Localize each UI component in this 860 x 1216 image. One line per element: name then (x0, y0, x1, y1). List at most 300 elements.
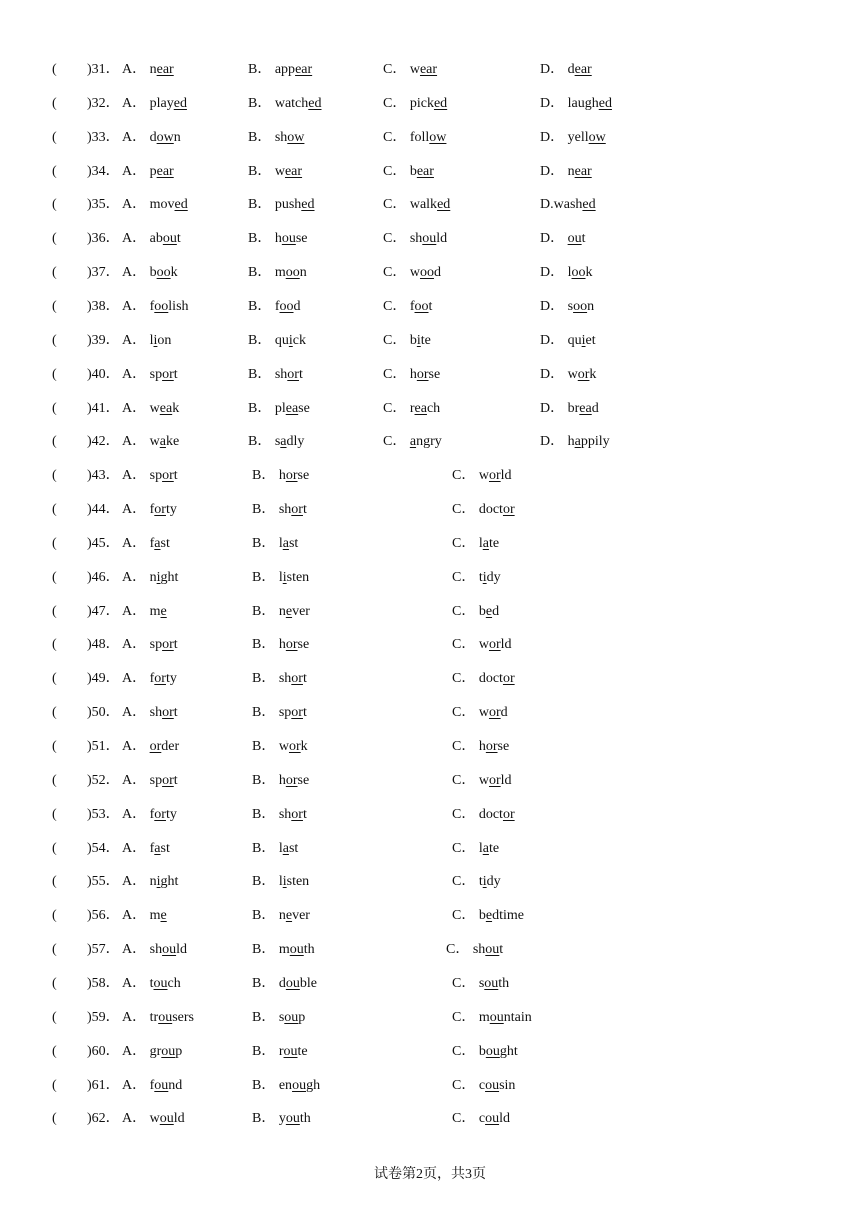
option-word: doctor (478, 671, 515, 686)
answer-bracket[interactable]: ( (52, 807, 57, 822)
question-number: )54． (87, 841, 120, 856)
option-a (122, 670, 177, 688)
underlined-letters: oo (573, 299, 588, 314)
option-c (383, 400, 440, 418)
option-word: appear (274, 62, 313, 77)
option-b (248, 298, 301, 316)
option-word: food (274, 299, 301, 314)
underlined-letters: ear (156, 164, 174, 179)
underlined-letters: or (416, 367, 429, 382)
option-b (252, 907, 310, 925)
option-word: word (478, 705, 508, 720)
underlined-letters: or (488, 468, 501, 483)
underlined-letters: or (285, 637, 298, 652)
answer-bracket[interactable]: ( (52, 197, 57, 212)
option-word: wear (409, 62, 438, 77)
option-label: C． (452, 1010, 479, 1025)
answer-bracket[interactable]: ( (52, 401, 57, 416)
question-row (0, 1110, 860, 1134)
option-label: D． (540, 434, 568, 449)
option-c (383, 61, 437, 79)
question-number: )57． (87, 942, 120, 957)
option-b (252, 1009, 305, 1027)
question-row (0, 129, 860, 153)
question-number: )45． (87, 536, 120, 551)
option-label: B． (252, 1010, 279, 1025)
option-word: never (278, 908, 310, 923)
option-c (383, 332, 431, 350)
option-word: sadly (274, 434, 305, 449)
option-word: about (149, 231, 181, 246)
underlined-letters: or (488, 705, 501, 720)
option-a (122, 873, 178, 891)
underlined-letters: ou (567, 231, 582, 246)
option-c (383, 129, 446, 147)
answer-bracket[interactable]: ( (52, 468, 57, 483)
underlined-letters: ed (433, 96, 448, 111)
option-label: B． (252, 1111, 279, 1126)
option-word: soup (278, 1010, 306, 1025)
question-row (0, 95, 860, 119)
option-c (383, 163, 434, 181)
option-c (452, 704, 508, 722)
answer-bracket[interactable]: ( (52, 942, 57, 957)
answer-bracket[interactable]: ( (52, 299, 57, 314)
option-c (383, 366, 440, 384)
question-row (0, 873, 860, 897)
underlined-letters: ear (295, 62, 313, 77)
underlined-letters: or (162, 773, 174, 788)
underlined-letters: oo (279, 299, 294, 314)
answer-bracket[interactable]: ( (52, 1044, 57, 1059)
option-a (122, 400, 179, 418)
option-b (248, 61, 312, 79)
underlined-letters: e (485, 604, 493, 619)
option-label: A． (122, 671, 150, 686)
option-label: D． (540, 130, 568, 145)
question-number: )59． (87, 1010, 120, 1025)
option-word: route (278, 1044, 308, 1059)
underlined-letters: ou (154, 1078, 169, 1093)
answer-bracket[interactable]: ( (52, 164, 57, 179)
underlined-letters: a (282, 536, 289, 551)
option-word: trousers (149, 1010, 194, 1025)
option-label: C． (452, 773, 479, 788)
option-word: laughed (567, 96, 612, 111)
option-label: A． (122, 333, 150, 348)
option-word: foot (409, 299, 433, 314)
option-word: world (478, 637, 512, 652)
underlined-letters: ou (485, 942, 500, 957)
underlined-letters: ear (574, 164, 592, 179)
underlined-letters: or (287, 367, 299, 382)
option-word: down (149, 130, 181, 145)
option-word: horse (478, 739, 510, 754)
option-label: D． (540, 265, 568, 280)
option-d (540, 61, 592, 79)
option-c (452, 501, 515, 519)
option-b (252, 1077, 320, 1095)
underlined-letters: oo (419, 265, 434, 280)
underlined-letters: ed (437, 197, 451, 212)
option-b (252, 670, 307, 688)
option-word: should (409, 231, 448, 246)
option-label: A． (122, 299, 150, 314)
option-c (452, 636, 512, 654)
option-c (452, 840, 499, 858)
option-label: C． (383, 130, 410, 145)
answer-bracket[interactable]: ( (52, 1010, 57, 1025)
option-word: soon (567, 299, 595, 314)
option-word: washed (553, 197, 596, 212)
option-c (452, 1077, 515, 1095)
option-d (540, 332, 596, 350)
option-a (122, 95, 187, 113)
underlined-letters: ou (485, 1044, 500, 1059)
underlined-letters: or (285, 468, 298, 483)
option-word: double (278, 976, 317, 991)
option-word: last (278, 536, 299, 551)
question-row (0, 772, 860, 796)
option-label: B． (252, 1044, 279, 1059)
option-word: south (478, 976, 510, 991)
question-number: )33． (87, 130, 120, 145)
option-label: C． (383, 333, 410, 348)
underlined-letters: or (149, 739, 162, 754)
answer-bracket[interactable]: ( (52, 705, 57, 720)
underlined-letters: i (153, 333, 158, 348)
underlined-letters: a (282, 841, 289, 856)
underlined-letters: ou (484, 976, 499, 991)
answer-bracket[interactable]: ( (52, 874, 57, 889)
option-b (252, 636, 309, 654)
option-word: fast (149, 536, 170, 551)
option-a (122, 603, 167, 621)
underlined-letters: a (574, 434, 581, 449)
question-number: )38． (87, 299, 120, 314)
answer-bracket[interactable]: ( (52, 1111, 57, 1126)
option-label: A． (122, 1010, 150, 1025)
question-row (0, 636, 860, 660)
option-word: bear (409, 164, 434, 179)
option-word: look (567, 265, 593, 280)
answer-bracket[interactable]: ( (52, 671, 57, 686)
underlined-letters: i (156, 874, 161, 889)
option-word: listen (278, 874, 310, 889)
underlined-letters: a (154, 536, 161, 551)
question-row (0, 569, 860, 593)
question-number: )60． (87, 1044, 120, 1059)
option-word: horse (278, 773, 310, 788)
option-word: quiet (567, 333, 596, 348)
question-row (0, 704, 860, 728)
option-label: C． (383, 231, 410, 246)
option-c (452, 1043, 518, 1061)
option-label: D． (540, 333, 568, 348)
answer-bracket[interactable]: ( (52, 231, 57, 246)
underlined-letters: oo (156, 265, 171, 280)
option-b (252, 1043, 308, 1061)
underlined-letters: ow (287, 130, 305, 145)
option-a (122, 366, 178, 384)
question-number: )36． (87, 231, 120, 246)
option-word: me (149, 908, 167, 923)
option-word: shout (472, 942, 504, 957)
underlined-letters: ed (301, 197, 315, 212)
option-label: A． (122, 773, 150, 788)
option-label: D． (540, 62, 568, 77)
underlined-letters: or (285, 773, 298, 788)
option-label: B． (248, 96, 275, 111)
underlined-letters: i (581, 333, 586, 348)
option-word: quick (274, 333, 306, 348)
question-number: )31． (87, 62, 120, 77)
question-number: )34． (87, 164, 120, 179)
option-d (540, 264, 593, 282)
option-a (122, 704, 178, 722)
option-label: C． (383, 367, 410, 382)
underlined-letters: ou (292, 1078, 307, 1093)
question-number: )62． (87, 1111, 120, 1126)
question-number: )51． (87, 739, 120, 754)
answer-bracket[interactable]: ( (52, 570, 57, 585)
option-label: D. (540, 197, 554, 212)
option-word: walked (409, 197, 451, 212)
question-row (0, 806, 860, 830)
option-c (452, 535, 499, 553)
option-label: C． (452, 874, 479, 889)
option-word: short (149, 705, 178, 720)
page-footer: 试卷第2页，共3页 (374, 1167, 486, 1182)
answer-bracket[interactable]: ( (52, 434, 57, 449)
option-label: A． (122, 807, 150, 822)
option-b (248, 95, 322, 113)
answer-bracket[interactable]: ( (52, 739, 57, 754)
underlined-letters: ea (414, 401, 427, 416)
answer-bracket[interactable]: ( (52, 536, 57, 551)
answer-bracket[interactable]: ( (52, 1078, 57, 1093)
option-label: A． (122, 164, 150, 179)
question-row (0, 840, 860, 864)
underlined-letters: ear (419, 62, 438, 77)
option-a (122, 1077, 182, 1095)
answer-bracket[interactable]: ( (52, 265, 57, 280)
option-word: never (278, 604, 310, 619)
underlined-letters: ou (158, 1010, 173, 1025)
underlined-letters: ou (485, 1111, 500, 1126)
option-label: B． (252, 1078, 279, 1093)
option-label: C． (452, 570, 479, 585)
option-c (452, 1110, 510, 1128)
option-label: B． (248, 401, 275, 416)
option-label: A． (122, 976, 150, 991)
option-label: C． (383, 299, 410, 314)
underlined-letters: e (160, 604, 167, 619)
option-d (540, 129, 606, 147)
underlined-letters: ed (598, 96, 612, 111)
question-number: )39． (87, 333, 120, 348)
option-b (252, 569, 309, 587)
option-label: B． (252, 773, 279, 788)
option-label: C． (452, 637, 479, 652)
option-label: B． (252, 874, 279, 889)
option-c (383, 433, 442, 451)
option-label: C． (452, 671, 479, 686)
option-word: bed (478, 604, 500, 619)
option-label: B． (248, 62, 275, 77)
question-row (0, 467, 860, 491)
question-number: )53． (87, 807, 120, 822)
option-c (452, 670, 515, 688)
question-number: )47． (87, 604, 120, 619)
option-word: out (567, 231, 586, 246)
option-label: A． (122, 705, 150, 720)
option-word: wood (409, 265, 441, 280)
option-word: work (278, 739, 308, 754)
question-number: )61． (87, 1078, 120, 1093)
option-word: forty (149, 807, 177, 822)
underlined-letters: or (162, 468, 174, 483)
underlined-letters: ea (579, 401, 592, 416)
underlined-letters: ou (281, 231, 296, 246)
option-word: pear (149, 164, 174, 179)
option-word: tidy (478, 570, 501, 585)
option-a (122, 196, 188, 214)
option-b (248, 400, 310, 418)
option-word: would (149, 1111, 185, 1126)
underlined-letters: or (502, 807, 515, 822)
underlined-letters: e (285, 908, 293, 923)
option-a (122, 806, 177, 824)
question-row (0, 1077, 860, 1101)
underlined-letters: ou (283, 1044, 298, 1059)
option-label: C． (452, 705, 479, 720)
answer-bracket[interactable]: ( (52, 637, 57, 652)
answer-bracket[interactable]: ( (52, 333, 57, 348)
option-word: sport (149, 468, 178, 483)
question-row (0, 433, 860, 457)
question-number: )48． (87, 637, 120, 652)
option-word: book (149, 265, 178, 280)
option-label: D． (540, 401, 568, 416)
option-label: B． (252, 536, 279, 551)
option-label: C． (452, 807, 479, 822)
option-word: watched (274, 96, 322, 111)
underlined-letters: i (482, 874, 487, 889)
option-label: A． (122, 1111, 150, 1126)
option-c (452, 975, 509, 993)
option-b (252, 704, 307, 722)
underlined-letters: or (502, 502, 515, 517)
option-a (122, 772, 178, 790)
underlined-letters: or (162, 367, 174, 382)
answer-bracket[interactable]: ( (52, 976, 57, 991)
option-a (122, 1110, 185, 1128)
option-label: C． (446, 942, 473, 957)
answer-bracket[interactable]: ( (52, 604, 57, 619)
option-word: forty (149, 671, 177, 686)
answer-bracket[interactable]: ( (52, 502, 57, 517)
option-word: lion (149, 333, 172, 348)
question-row (0, 264, 860, 288)
answer-bracket[interactable]: ( (52, 367, 57, 382)
underlined-letters: or (488, 637, 501, 652)
option-b (252, 535, 298, 553)
answer-bracket[interactable]: ( (52, 130, 57, 145)
question-number: )50． (87, 705, 120, 720)
option-label: D． (540, 96, 568, 111)
option-label: A． (122, 908, 150, 923)
underlined-letters: e (485, 908, 493, 923)
option-label: C． (452, 1111, 479, 1126)
answer-bracket[interactable]: ( (52, 62, 57, 77)
underlined-letters: e (285, 604, 293, 619)
option-label: B． (248, 265, 275, 280)
option-label: A． (122, 874, 150, 889)
option-word: horse (278, 468, 310, 483)
question-number: )35． (87, 197, 120, 212)
option-word: doctor (478, 807, 515, 822)
option-label: C． (383, 197, 410, 212)
option-label: D． (540, 367, 568, 382)
underlined-letters: ear (156, 62, 174, 77)
option-label: A． (122, 130, 150, 145)
option-a (122, 738, 179, 756)
option-label: C． (383, 164, 410, 179)
option-c (383, 196, 450, 214)
underlined-letters: oo (154, 299, 169, 314)
option-word: yellow (567, 130, 606, 145)
question-row (0, 941, 860, 965)
underlined-letters: oo (414, 299, 429, 314)
option-word: night (149, 570, 179, 585)
option-d (540, 163, 592, 181)
option-c (383, 298, 432, 316)
option-word: short (278, 807, 307, 822)
option-word: listen (278, 570, 310, 585)
option-a (122, 332, 171, 350)
option-word: mouth (278, 942, 315, 957)
option-label: B． (252, 942, 279, 957)
option-label: A． (122, 231, 150, 246)
underlined-letters: or (154, 807, 166, 822)
underlined-letters: i (288, 333, 293, 348)
option-a (122, 163, 174, 181)
option-word: happily (567, 434, 610, 449)
underlined-letters: or (488, 773, 501, 788)
option-label: C． (383, 434, 410, 449)
option-word: forty (149, 502, 177, 517)
answer-bracket[interactable]: ( (52, 841, 57, 856)
answer-bracket[interactable]: ( (52, 773, 57, 788)
option-word: mountain (478, 1010, 532, 1025)
option-label: C． (452, 468, 479, 483)
option-a (122, 941, 187, 959)
option-word: follow (409, 130, 447, 145)
option-word: bought (478, 1044, 518, 1059)
option-c (452, 873, 501, 891)
underlined-letters: ear (284, 164, 303, 179)
option-label: B． (252, 739, 279, 754)
option-label: A． (122, 265, 150, 280)
option-b (248, 366, 303, 384)
option-word: group (149, 1044, 183, 1059)
option-label: C． (452, 1044, 479, 1059)
answer-bracket[interactable]: ( (52, 908, 57, 923)
question-number: )44． (87, 502, 120, 517)
answer-bracket[interactable]: ( (52, 96, 57, 111)
option-word: should (149, 942, 187, 957)
